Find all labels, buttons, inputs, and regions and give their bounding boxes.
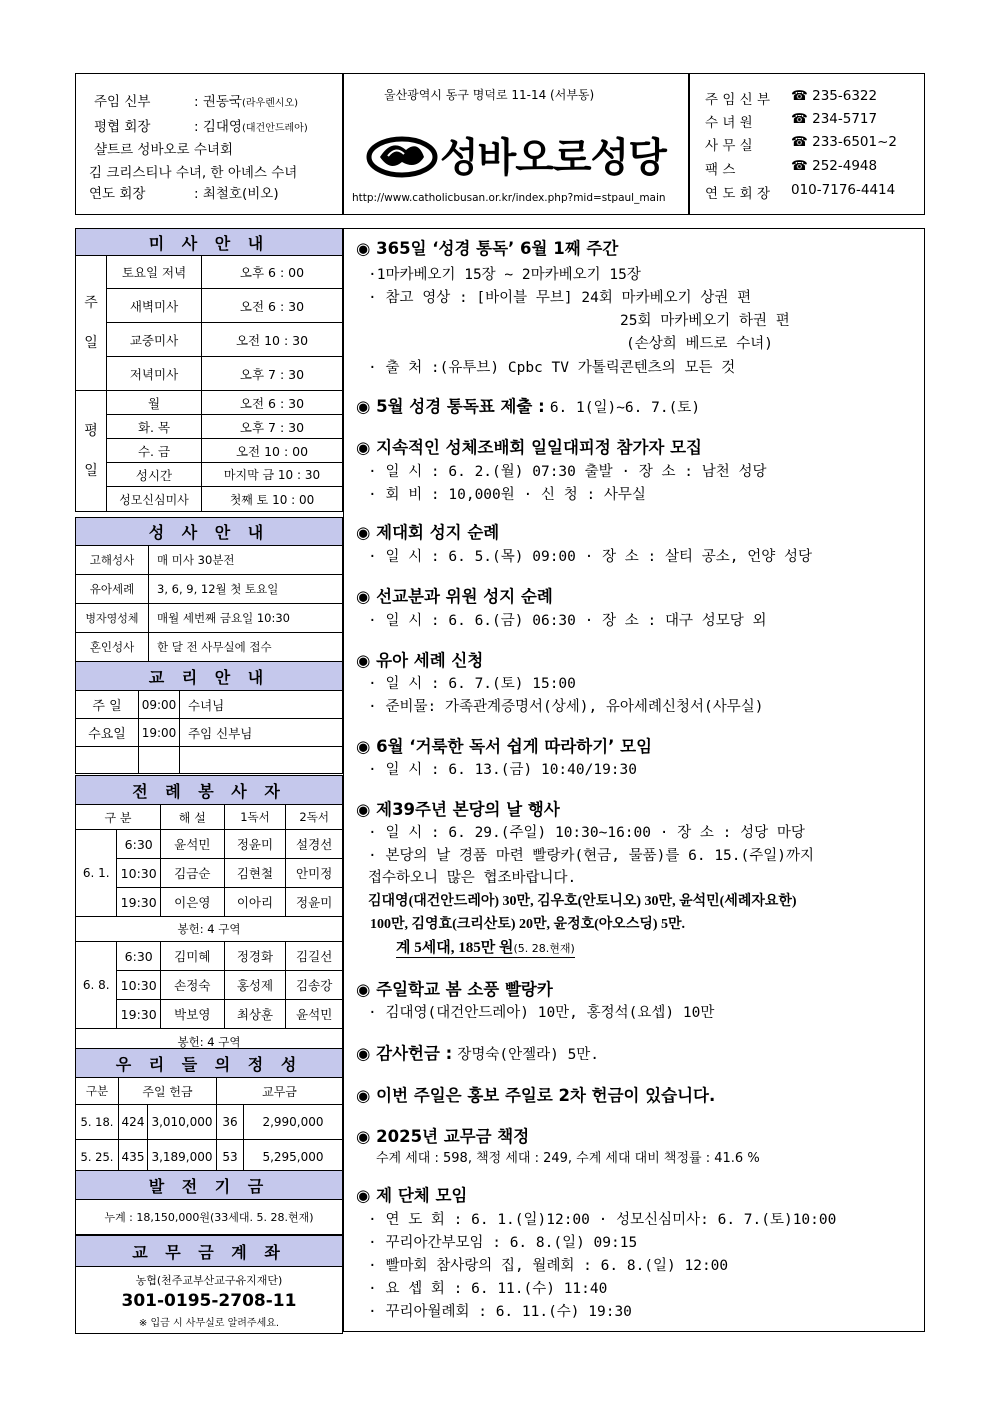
offering-count: 424 (119, 1105, 148, 1140)
notice-line: · 준비물: 가족관계증명서(상세), 유아세례신청서(사무실) (368, 699, 764, 715)
mass-time: 첫째 토 10 : 00 (202, 487, 343, 512)
doctrine-empty (139, 747, 180, 774)
liturgy-person: 윤석민 (160, 830, 224, 859)
staff-row-sisters: 김 크리스티나 수녀, 한 아녜스 수녀 (89, 165, 298, 181)
sacrament-name: 고해성사 (76, 546, 149, 575)
account-table (75, 1235, 343, 1334)
doctrine-empty (76, 747, 139, 774)
notices-panel (343, 228, 925, 1332)
liturgy-person: 홍성제 (224, 971, 286, 1000)
liturgy-person: 윤석민 (286, 1000, 343, 1029)
liturgy-person: 박보영 (160, 1000, 224, 1029)
liturgy-person: 김미혜 (160, 942, 224, 971)
notice-title: ◉ 365일 ‘성경 통독’ 6월 1째 주간 (356, 239, 619, 258)
offering-amount: 3,010,000 (148, 1105, 217, 1140)
liturgy-offertory-note: 봉헌: 4 구역 (76, 917, 343, 942)
liturgy-header: 구 분 (76, 805, 161, 830)
doctrine-day: 주 일 (76, 691, 139, 719)
notice-line: · 일 시 : 6. 29.(주일) 10:30~16:00 · 장 소 : 성당 마당 (368, 825, 805, 841)
fund-table (75, 1170, 343, 1235)
mass-name: 성모신심미사 (107, 487, 202, 512)
account-bank: 농협(천주교부산교구유지재단) (135, 1273, 283, 1287)
liturgy-person: 이은영 (160, 888, 224, 917)
church-address: 울산광역시 동구 명덕로 11-14 (서부동) (384, 88, 595, 102)
fund-total: 누계 : 18,150,000원(33세대. 5. 28.현재) (76, 1200, 343, 1235)
offering-date: 5. 18. (76, 1105, 119, 1140)
staff-row-council: 평협 회장 : 김대영(대건안드레아) (94, 119, 308, 135)
liturgy-person: 정경화 (224, 942, 286, 971)
liturgy-time: 10:30 (117, 971, 160, 1000)
liturgy-time: 6:30 (117, 830, 160, 859)
header-church-box (343, 73, 689, 215)
liturgy-person: 김현철 (224, 859, 286, 888)
mass-time: 오후 7 : 30 (202, 415, 343, 439)
offering-count: 435 (119, 1140, 148, 1175)
mass-name: 토요일 저녁 (107, 256, 202, 289)
offering-header: 주일 헌금 (119, 1078, 217, 1105)
liturgy-time: 19:30 (117, 888, 160, 917)
liturgy-date: 6. 8. (76, 942, 117, 1029)
liturgy-header: 2독서 (286, 805, 343, 830)
sacrament-info: 3, 6, 9, 12월 첫 토요일 (149, 575, 343, 604)
staff-row-convent: 샬트르 성바오로 수녀회 (94, 142, 233, 158)
offering-table (75, 1048, 343, 1175)
sacrament-info: 매월 세번째 금요일 10:30 (149, 604, 343, 633)
doctrine-empty (180, 747, 343, 774)
notice-line: · 본당의 날 경품 마련 빨랑카(현금, 물품)를 6. 15.(주일)까지 (368, 848, 815, 864)
weekday-label: 평 일 (76, 391, 107, 512)
notice-line: (손상희 베드로 수녀) (626, 336, 773, 352)
mass-time: 오전 10 : 30 (202, 323, 343, 357)
mass-name: 수. 금 (107, 439, 202, 463)
church-name: 성바오로성당 (440, 135, 666, 181)
notice-line: · 연 도 회 : 6. 1.(일)12:00 · 성모신심미사: 6. 7.(토)10:00 (368, 1212, 837, 1228)
notice-line: · 참고 영상 : [바이블 무브] 24회 마카베오기 상권 편 (368, 290, 752, 306)
donor-line: 100만, 김영효(크리산토) 20만, 윤정호(아오스딩) 5만. (370, 917, 686, 932)
church-logo-icon (366, 132, 438, 182)
notice-line: 접수하오니 많은 협조바랍니다. (368, 870, 577, 886)
notice-line: · 요 셉 회 : 6. 11.(수) 11:40 (368, 1281, 608, 1297)
mass-name: 교중미사 (107, 323, 202, 357)
notice-line: · 일 시 : 6. 2.(월) 07:30 출발 · 장 소 : 남천 성당 (368, 464, 767, 480)
mass-table (75, 228, 343, 512)
liturgy-date: 6. 1. (76, 830, 117, 917)
contact-fax: 팩 스 ☎ 252-4948 (705, 158, 878, 178)
liturgy-header: 1독서 (224, 805, 286, 830)
staff-row-pastor: 주임 신부 : 권동국(라우렌시오) (94, 94, 299, 110)
offering-title: 우 리 들 의 정 성 (76, 1049, 343, 1078)
liturgy-time: 19:30 (117, 1000, 160, 1029)
liturgy-table (75, 775, 343, 1055)
mass-time: 오후 7 : 30 (202, 357, 343, 391)
notice-title: ◉ 6월 ‘거룩한 독서 쉽게 따라하기’ 모임 (356, 737, 653, 756)
doctrine-time: 09:00 (139, 691, 180, 719)
account-title: 교 무 금 계 좌 (76, 1236, 343, 1267)
liturgy-person: 김금순 (160, 859, 224, 888)
sacrament-info: 한 달 전 사무실에 접수 (149, 633, 343, 662)
liturgy-offertory-note: 봉헌: 4 구역 (76, 1029, 343, 1055)
contact-pastor: 주 임 신 부 ☎ 235-6322 (705, 88, 878, 108)
mass-time: 오후 6 : 00 (202, 256, 343, 289)
notice-item-thanks: ◉ 감사헌금 : 장명숙(안젤라) 5만. (356, 1044, 600, 1063)
mass-time: 오전 10 : 00 (202, 439, 343, 463)
sacrament-name: 병자영성체 (76, 604, 149, 633)
donor-total: 계 5세대, 185만 원(5. 28.현재) (396, 936, 575, 958)
mass-time: 오전 6 : 30 (202, 391, 343, 415)
sunday-label: 주 일 (76, 256, 107, 391)
mass-name: 월 (107, 391, 202, 415)
liturgy-person: 김길선 (286, 942, 343, 971)
liturgy-time: 6:30 (117, 942, 160, 971)
fund-title: 발 전 기 금 (76, 1171, 343, 1200)
sacrament-name: 혼인성사 (76, 633, 149, 662)
notice-line: · 일 시 : 6. 6.(금) 06:30 · 장 소 : 대구 성모당 외 (368, 613, 767, 629)
liturgy-person: 안미정 (286, 859, 343, 888)
notice-item-bible-chart: ◉ 5월 성경 통독표 제출 : 6. 1(일)~6. 7.(토) (356, 397, 701, 416)
notice-line: · 꾸리아간부모임 : 6. 8.(일) 09:15 (368, 1235, 638, 1251)
dues-count: 53 (217, 1140, 244, 1175)
notice-title: ◉ 유아 세례 신청 (356, 651, 484, 670)
dues-count: 36 (217, 1105, 244, 1140)
offering-header: 교무금 (217, 1078, 343, 1105)
liturgy-person: 이아리 (224, 888, 286, 917)
notice-line: · 김대영(대건안드레아) 10만, 홍정석(요셉) 10만 (368, 1005, 715, 1021)
notice-line: · 출 처 :(유투브) Cpbc TV 가톨릭콘텐츠의 모든 것 (368, 360, 736, 376)
doctrine-day: 수요일 (76, 719, 139, 747)
doctrine-title: 교 리 안 내 (76, 662, 343, 691)
liturgy-person: 정윤미 (224, 830, 286, 859)
notice-line: · 일 시 : 6. 7.(토) 15:00 (368, 676, 576, 692)
mass-time: 마지막 금 10 : 30 (202, 463, 343, 487)
doctrine-time: 19:00 (139, 719, 180, 747)
mass-name: 성시간 (107, 463, 202, 487)
church-url-link[interactable]: http://www.catholicbusan.or.kr/index.php?mid=stpaul_main (352, 192, 666, 204)
notice-line: ·1마카베오기 15장 ~ 2마카베오기 15장 (368, 267, 641, 283)
notice-line: · 빨마회 참사랑의 집, 월례회 : 6. 8.(일) 12:00 (368, 1258, 729, 1274)
header-staff-box (75, 73, 343, 215)
donor-line: 김대영(대건안드레아) 30만, 김우호(안토니오) 30만, 윤석민(세례자요한) (368, 894, 797, 909)
notice-line: · 회 비 : 10,000원 · 신 청 : 사무실 (368, 487, 646, 503)
notice-line: 25회 마카베오기 하권 편 (620, 313, 790, 329)
header-contacts-box (689, 73, 925, 215)
notice-line: · 꾸리아월례회 : 6. 11.(수) 19:30 (368, 1304, 632, 1320)
liturgy-time: 10:30 (117, 859, 160, 888)
notice-title: ◉ 제39주년 본당의 날 행사 (356, 800, 560, 819)
account-number: 301-0195-2708-11 (121, 1290, 297, 1311)
sacrament-info: 매 미사 30분전 (149, 546, 343, 575)
liturgy-title: 전 례 봉 사 자 (76, 776, 343, 805)
sacrament-table (75, 517, 343, 662)
notice-title: ◉ 이번 주일은 홍보 주일로 2차 헌금이 있습니다. (356, 1086, 716, 1105)
notice-line: 수계 세대 : 598, 책정 세대 : 249, 수계 세대 대비 책정률 : 41.6 % (376, 1151, 760, 1166)
sacrament-title: 성 사 안 내 (76, 518, 343, 546)
liturgy-person: 설경선 (286, 830, 343, 859)
notice-title: ◉ 제대회 성지 순례 (356, 523, 500, 542)
contact-convent: 수 녀 원 ☎ 234-5717 (705, 111, 878, 131)
dues-amount: 2,990,000 (244, 1105, 343, 1140)
contact-office: 사 무 실 ☎ 233-6501~2 (705, 134, 898, 154)
notice-title: ◉ 제 단체 모임 (356, 1186, 468, 1205)
account-info (76, 1267, 343, 1334)
mass-name: 새벽미사 (107, 289, 202, 323)
mass-title: 미 사 안 내 (76, 229, 343, 256)
mass-name: 화. 목 (107, 415, 202, 439)
liturgy-person: 손정숙 (160, 971, 224, 1000)
notice-title: ◉ 지속적인 성체조배회 일일대피정 참가자 모집 (356, 438, 702, 457)
liturgy-person: 김송강 (286, 971, 343, 1000)
notice-title: ◉ 2025년 교무금 책정 (356, 1127, 530, 1146)
doctrine-teacher: 수녀님 (180, 691, 343, 719)
doctrine-table (75, 661, 343, 774)
notice-title: ◉ 주일학교 봄 소풍 빨랑카 (356, 980, 553, 999)
sacrament-name: 유아세례 (76, 575, 149, 604)
liturgy-person: 최상훈 (224, 1000, 286, 1029)
notice-title: ◉ 선교분과 위원 성지 순례 (356, 587, 553, 606)
liturgy-person: 정윤미 (286, 888, 343, 917)
offering-amount: 3,189,000 (148, 1140, 217, 1175)
dues-amount: 5,295,000 (244, 1140, 343, 1175)
offering-header: 구분 (76, 1078, 119, 1105)
offering-date: 5. 25. (76, 1140, 119, 1175)
notice-line: · 일 시 : 6. 5.(목) 09:00 · 장 소 : 살티 공소, 언양 성당 (368, 549, 812, 565)
account-note: ※ 입금 시 사무실로 알려주세요. (138, 1317, 280, 1329)
mass-time: 오전 6 : 30 (202, 289, 343, 323)
notice-line: · 일 시 : 6. 13.(금) 10:40/19:30 (368, 762, 637, 778)
liturgy-header: 해 설 (160, 805, 224, 830)
doctrine-teacher: 주임 신부님 (180, 719, 343, 747)
mass-name: 저녁미사 (107, 357, 202, 391)
contact-yeondo: 연 도 회 장 010-7176-4414 (705, 182, 896, 202)
staff-row-yeondo: 연도 회장 : 최철호(비오) (89, 186, 279, 202)
